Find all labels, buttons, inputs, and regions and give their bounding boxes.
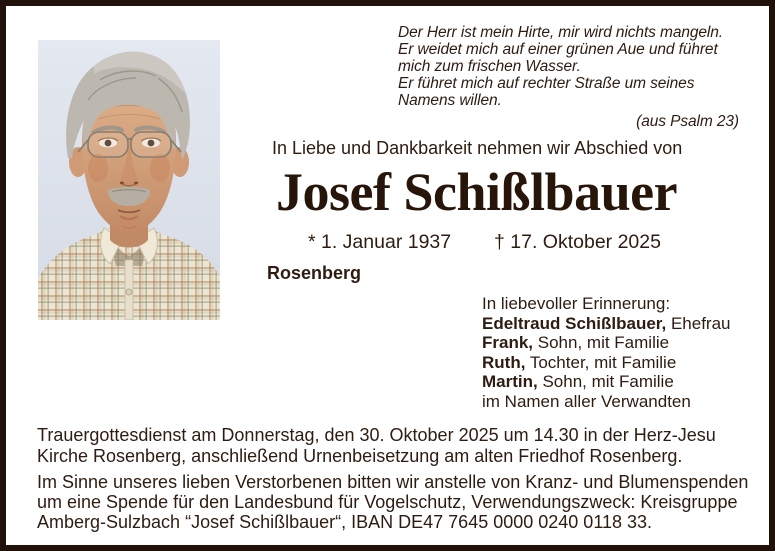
place-name: Rosenberg — [267, 263, 362, 283]
service-info-line: Kirche Rosenberg, anschließend Urnenbeisetzung am alten Friedhof Rosenberg. — [37, 445, 683, 466]
psalm-line: Er weidet mich auf einer grünen Aue und führet — [398, 41, 718, 58]
portrait-photo — [38, 40, 220, 320]
birth-date: * 1. Januar 1937 — [308, 231, 452, 253]
mourners-closing: im Namen aller Verwandten — [482, 391, 691, 411]
death-date: † 17. Oktober 2025 — [494, 231, 661, 253]
mourner-relation: Sohn, mit Familie — [533, 333, 670, 352]
mourner-name: Edeltraud Schißlbauer, — [482, 313, 667, 333]
service-info-line: Trauergottesdienst am Donnerstag, den 30. Oktober 2025 um 14.30 in der Herz-Jesu — [37, 425, 716, 445]
mourner-entry — [482, 333, 730, 353]
mourner-entry — [482, 353, 730, 373]
psalm-line: Namens willen. — [398, 92, 502, 109]
donation-info-line: Amberg-Sulzbach “Josef Schißlbauer“, IBAN DE47 7645 0000 0240 0118 33. — [37, 512, 653, 532]
psalm-line: Der Herr ist mein Hirte, mir wird nichts mangeln. — [398, 24, 723, 41]
mourners-heading: In liebevoller Erinnerung: — [482, 294, 671, 313]
donation-info-line: um eine Spende für den Landesbund für Vogelschutz, Verwendungszweck: Kreisgruppe — [37, 492, 738, 512]
mourner-entry — [482, 372, 730, 392]
farewell-intro: In Liebe und Dankbarkeit nehmen wir Abschied von — [272, 138, 683, 158]
mourner-relation: Tochter, mit Familie — [525, 352, 677, 372]
psalm-quote — [398, 24, 739, 130]
deceased-name: Josef Schißlbauer — [276, 162, 678, 222]
mourner-relation: Ehefrau — [666, 313, 731, 333]
mourner-name: Martin, — [482, 372, 538, 391]
mourner-entry — [482, 314, 730, 334]
psalm-line: Er führet mich auf rechter Straße um seines — [398, 75, 695, 92]
donation-info-line: Im Sinne unseres lieben Verstorbenen bitten wir anstelle von Kranz- und Blumenspenden — [37, 472, 749, 492]
mourners-list — [482, 294, 730, 411]
service-info — [37, 425, 716, 466]
psalm-attribution: (aus Psalm 23) — [636, 113, 739, 130]
mourner-name: Frank, — [482, 333, 534, 352]
psalm-line: mich zum frischen Wasser. — [398, 58, 581, 75]
mourner-relation: Sohn, mit Familie — [537, 372, 674, 391]
donation-info — [37, 472, 748, 532]
mourner-name: Ruth, — [482, 352, 526, 372]
